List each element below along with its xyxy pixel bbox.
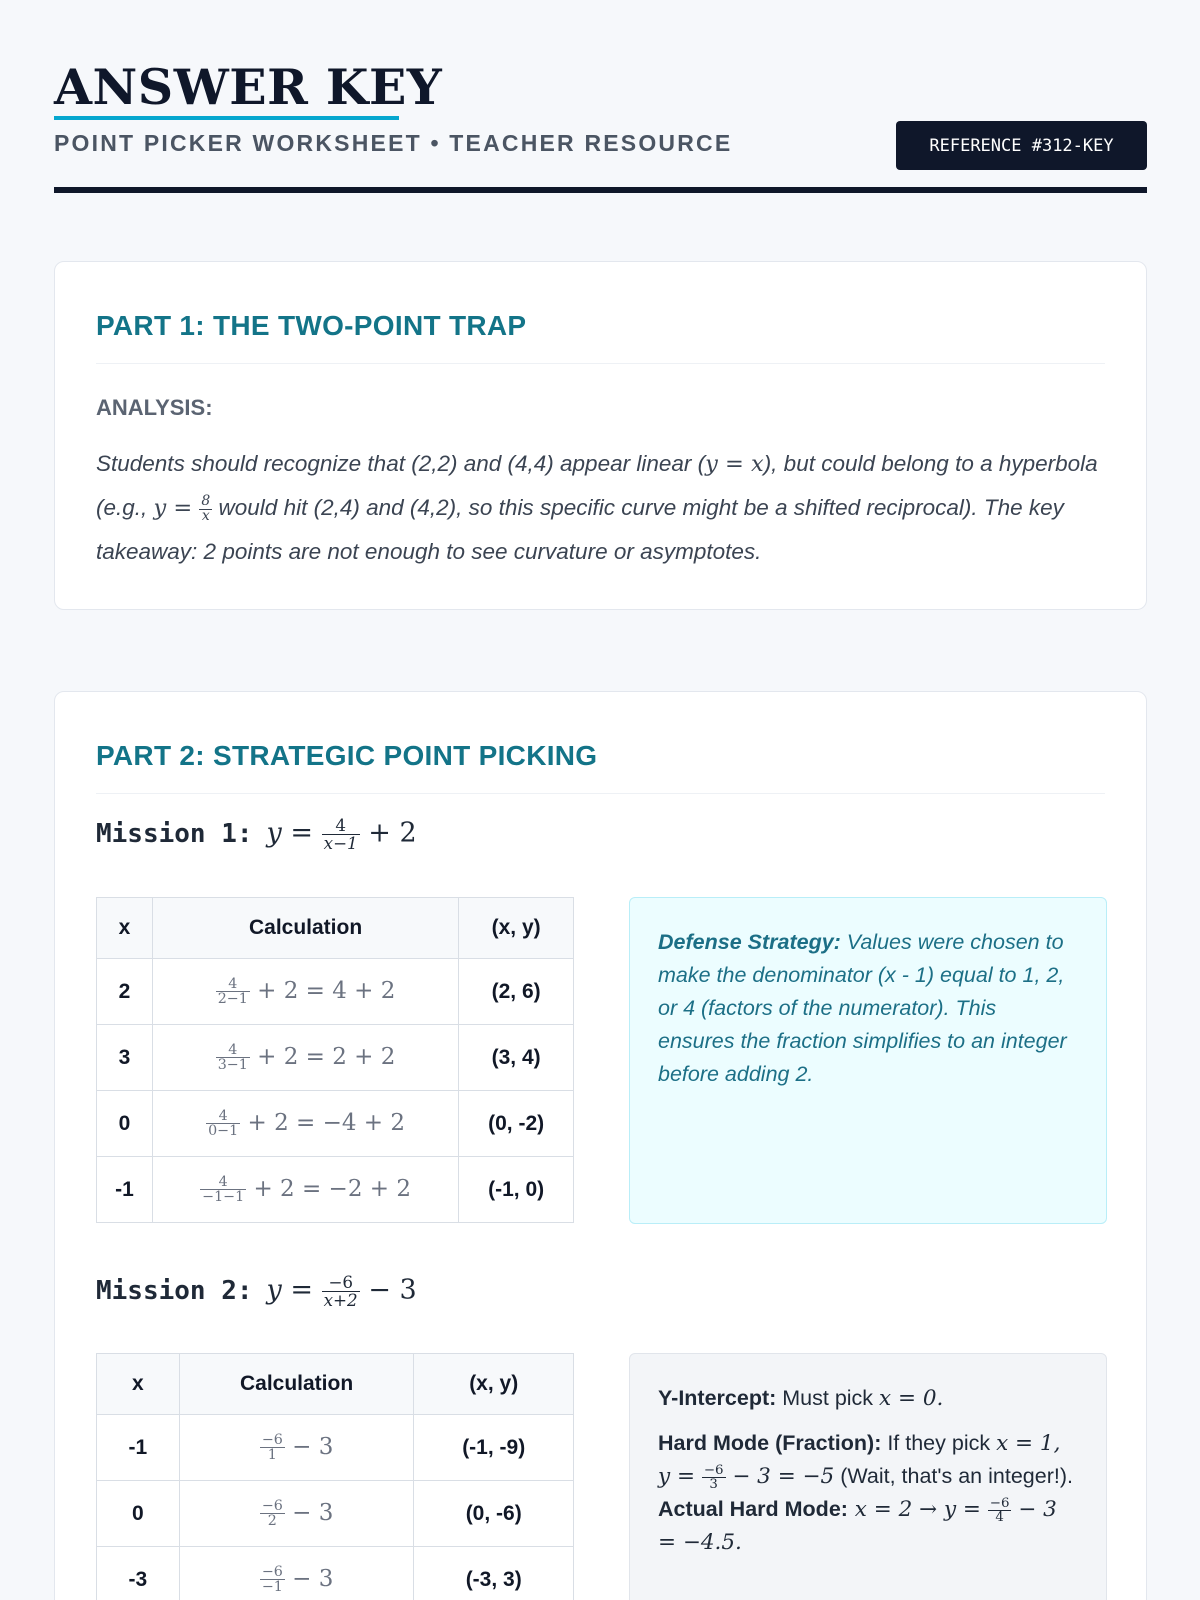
fraction-denominator: −1−1: [202, 1189, 245, 1205]
cell-calculation: [152, 959, 458, 1025]
fraction-numerator: 4: [216, 977, 250, 992]
eq-lhs: y =: [266, 1274, 322, 1306]
fraction-denominator: x: [201, 507, 210, 524]
cell-calculation: [152, 1157, 458, 1223]
fraction-denominator: x+2: [323, 1289, 358, 1310]
cell-point: (0, -6): [414, 1481, 574, 1547]
fraction-denominator: 1: [267, 1447, 277, 1463]
calc-fraction: [260, 1433, 285, 1463]
cell-calculation: [179, 1547, 414, 1600]
mission2-table: [96, 1353, 574, 1600]
cell-x: -3: [97, 1547, 180, 1600]
fraction-denominator: 0−1: [208, 1123, 239, 1139]
hard-mode-aside: (Wait, that's an integer!).: [834, 1464, 1073, 1488]
page-title: ANSWER KEY: [54, 58, 443, 116]
defense-strategy-note: [629, 897, 1107, 1224]
cell-point: (3, 4): [459, 1025, 574, 1091]
reference-badge: REFERENCE #312-KEY: [896, 121, 1147, 170]
math-hyperbola-fraction: [199, 492, 212, 524]
calc-fraction: [200, 1175, 246, 1205]
actual-hard-mode-math: x = 2 → y =: [847, 1497, 988, 1522]
hard-mode-line: [658, 1427, 1078, 1559]
cell-calculation: [152, 1091, 458, 1157]
calc-rest: − 3: [284, 1499, 334, 1526]
part1-card: [54, 261, 1147, 610]
cell-calculation: [179, 1415, 414, 1481]
eq-rhs: − 3: [359, 1274, 417, 1306]
cell-calculation: [179, 1481, 414, 1547]
calc-rest: + 2 = 2 + 2: [249, 1043, 396, 1070]
y-intercept-math: x = 0.: [879, 1386, 944, 1411]
title-underline: [54, 116, 399, 120]
y-intercept-line: [658, 1382, 1078, 1415]
cell-x: -1: [97, 1415, 180, 1481]
cell-x: 0: [97, 1481, 180, 1547]
calc-fraction: [216, 1043, 250, 1073]
eq-fraction: [322, 814, 360, 853]
column-header-point: (x, y): [414, 1354, 574, 1415]
table-row: [97, 1547, 574, 1600]
column-header-x: x: [97, 1354, 180, 1415]
part1-heading: PART 1: THE TWO-POINT TRAP: [96, 310, 527, 341]
fraction-denominator: −1: [261, 1579, 283, 1595]
y-intercept-text: Must pick: [776, 1386, 880, 1410]
fraction-numerator: 4: [206, 1109, 240, 1124]
eq-rhs: + 2: [359, 817, 417, 849]
cell-point: (0, -2): [459, 1091, 574, 1157]
column-header-calculation: Calculation: [152, 898, 458, 959]
mission1-label: Mission 1:: [96, 819, 253, 849]
analysis-text-b: ), but could belong to a hyperbola (e.g.,: [96, 451, 1098, 520]
analysis-text-a: Students should recognize that (2,2) and (4,4) appear linear (: [96, 451, 706, 476]
fraction-numerator: −6: [322, 1274, 360, 1292]
table-row: [97, 959, 574, 1025]
mission2-equation: [266, 1271, 417, 1310]
note-title: Defense Strategy:: [658, 930, 841, 954]
cell-x: -1: [97, 1157, 153, 1223]
calc-rest: + 2 = −4 + 2: [240, 1109, 406, 1136]
fraction-denominator: x−1: [323, 832, 358, 853]
fraction-numerator: 4: [322, 817, 360, 835]
hard-mode-fraction: [702, 1464, 726, 1492]
mission1-table: [96, 897, 574, 1223]
fraction-numerator: −6: [989, 1495, 1010, 1511]
column-header-calculation: Calculation: [179, 1354, 414, 1415]
fraction-denominator: 3: [709, 1476, 718, 1492]
fraction-numerator: 4: [216, 1043, 250, 1058]
actual-hard-mode-fraction: [988, 1497, 1012, 1525]
hard-mode-label: Hard Mode (Fraction):: [658, 1431, 882, 1455]
fraction-numerator: 4: [200, 1175, 246, 1190]
cell-point: (2, 6): [459, 959, 574, 1025]
eq-fraction: [322, 1271, 360, 1310]
hard-mode-math-result: − 3 = −5: [725, 1464, 835, 1489]
table-row: [97, 1415, 574, 1481]
page-subtitle: POINT PICKER WORKSHEET • TEACHER RESOURCE: [54, 130, 733, 156]
cell-x: 3: [97, 1025, 153, 1091]
fraction-denominator: 4: [995, 1509, 1004, 1525]
mission2-label: Mission 2:: [96, 1276, 253, 1306]
table-row: [97, 1481, 574, 1547]
answer-key-page: [54, 0, 1147, 1595]
part2-divider: [96, 793, 1105, 794]
calc-rest: + 2 = −2 + 2: [246, 1175, 411, 1202]
math-linear: y = x: [705, 451, 764, 477]
fraction-numerator: −6: [261, 1431, 283, 1448]
cell-point: (-3, 3): [414, 1547, 574, 1600]
fraction-numerator: 8: [201, 492, 211, 509]
fraction-numerator: −6: [261, 1497, 283, 1514]
analysis-label: ANALYSIS:: [96, 395, 213, 420]
cell-calculation: [152, 1025, 458, 1091]
fraction-denominator: 2: [267, 1513, 277, 1529]
calc-rest: + 2 = 4 + 2: [249, 977, 396, 1004]
header-divider: [54, 187, 1147, 193]
mission1-title: [96, 804, 417, 864]
column-header-point: (x, y): [459, 898, 574, 959]
hard-mode-text: If they pick: [881, 1431, 997, 1455]
cell-point: (-1, -9): [414, 1415, 574, 1481]
calc-rest: − 3: [284, 1565, 334, 1592]
analysis-text-c: would hit (2,4) and (4,2), so this specific curve might be a shifted reciprocal). The key takeaway: 2 points are not enough to see curvature or asymptotes.: [96, 495, 1064, 564]
part1-divider: [96, 363, 1105, 364]
hard-mode-math: x = 1, y =: [658, 1431, 1061, 1489]
cell-x: 0: [97, 1091, 153, 1157]
math-hyperbola-lhs: y =: [153, 495, 200, 521]
mission1-equation: [266, 814, 417, 853]
table-row: [97, 1025, 574, 1091]
analysis-text: [96, 442, 1108, 574]
column-header-x: x: [97, 898, 153, 959]
table-row: [97, 1157, 574, 1223]
y-intercept-label: Y-Intercept:: [658, 1386, 777, 1410]
fraction-denominator: 3−1: [217, 1057, 248, 1073]
part2-heading: PART 2: STRATEGIC POINT PICKING: [96, 740, 598, 771]
intercept-hardmode-note: [629, 1353, 1107, 1600]
calc-fraction: [260, 1499, 285, 1529]
calc-fraction: [216, 977, 250, 1007]
fraction-denominator: 2−1: [217, 991, 248, 1007]
cell-x: 2: [97, 959, 153, 1025]
calc-fraction: [260, 1565, 285, 1595]
actual-hard-mode-label: Actual Hard Mode:: [658, 1497, 848, 1521]
cell-point: (-1, 0): [459, 1157, 574, 1223]
eq-lhs: y =: [266, 817, 322, 849]
part2-card: [54, 691, 1147, 1600]
fraction-numerator: −6: [261, 1563, 283, 1580]
table-row: [97, 1091, 574, 1157]
calc-rest: − 3: [284, 1433, 334, 1460]
fraction-numerator: −6: [703, 1462, 724, 1478]
page-header: [54, 0, 1147, 196]
calc-fraction: [206, 1109, 240, 1139]
actual-hard-mode-result: − 3 = −4.5.: [658, 1497, 1057, 1555]
mission2-title: [96, 1261, 417, 1321]
note-text: Values were chosen to make the denominator (x - 1) equal to 1, 2, or 4 (factors of the numerator). This ensures the fraction simplifies to an integer before adding 2.: [658, 930, 1067, 1086]
